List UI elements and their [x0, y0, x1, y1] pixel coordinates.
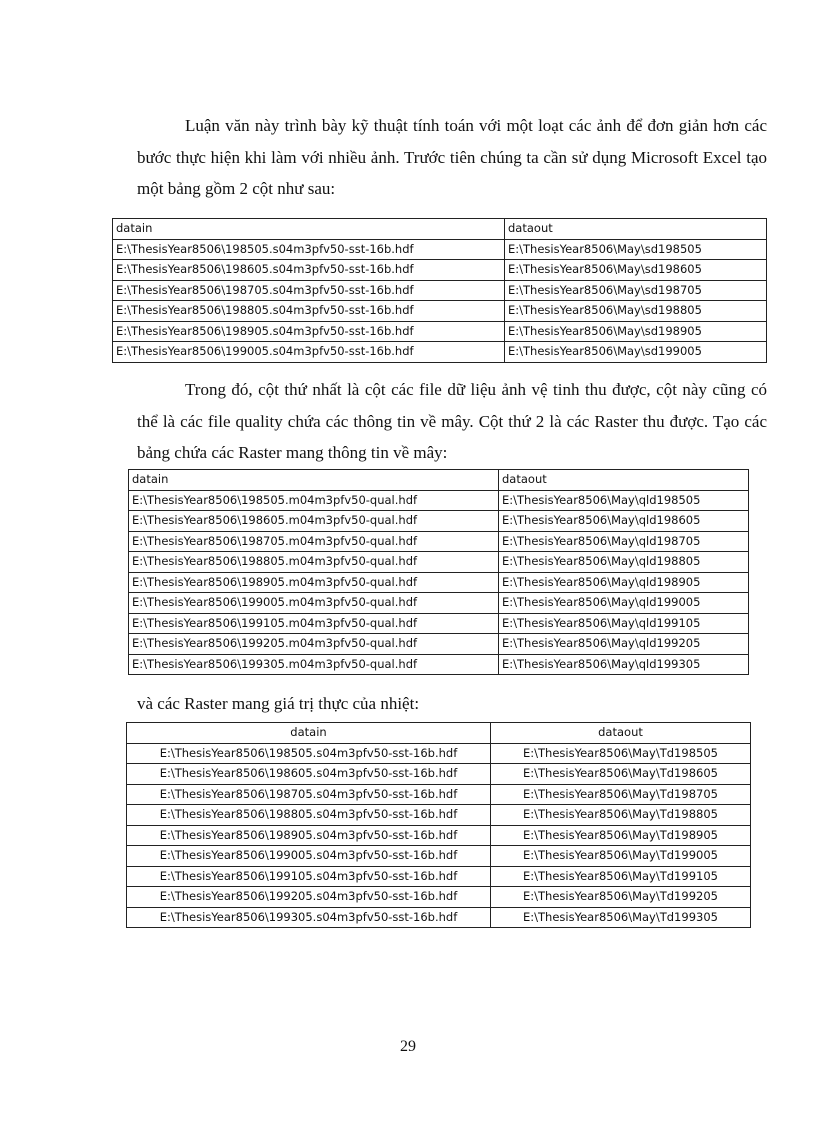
table-body: [129, 490, 749, 675]
dataout-cell: E:\ThesisYear8506\May\qld199205: [499, 634, 749, 655]
table-header-row: [129, 470, 749, 491]
table-row: [127, 846, 751, 867]
table-row: [127, 743, 751, 764]
datain-cell: E:\ThesisYear8506\198505.s04m3pfv50-sst-16b.hdf: [113, 239, 505, 260]
column-header-datain: datain: [129, 470, 499, 491]
dataout-cell: E:\ThesisYear8506\May\qld198805: [499, 552, 749, 573]
datain-cell: E:\ThesisYear8506\199005.m04m3pfv50-qual.hdf: [129, 593, 499, 614]
dataout-cell: E:\ThesisYear8506\May\Td199105: [491, 866, 751, 887]
dataout-cell: E:\ThesisYear8506\May\qld199105: [499, 613, 749, 634]
table-row: [129, 531, 749, 552]
table-row: [127, 784, 751, 805]
dataout-cell: E:\ThesisYear8506\May\Td198505: [491, 743, 751, 764]
datain-cell: E:\ThesisYear8506\198705.s04m3pfv50-sst-16b.hdf: [113, 280, 505, 301]
dataout-cell: E:\ThesisYear8506\May\qld198505: [499, 490, 749, 511]
datain-cell: E:\ThesisYear8506\198605.m04m3pfv50-qual.hdf: [129, 511, 499, 532]
column-header-dataout: dataout: [505, 219, 767, 240]
datain-cell: E:\ThesisYear8506\199005.s04m3pfv50-sst-16b.hdf: [127, 846, 491, 867]
datain-cell: E:\ThesisYear8506\198605.s04m3pfv50-sst-16b.hdf: [127, 764, 491, 785]
column-header-datain: datain: [127, 723, 491, 744]
dataout-cell: E:\ThesisYear8506\May\Td198905: [491, 825, 751, 846]
datain-cell: E:\ThesisYear8506\199105.m04m3pfv50-qual.hdf: [129, 613, 499, 634]
datain-cell: E:\ThesisYear8506\198605.s04m3pfv50-sst-16b.hdf: [113, 260, 505, 281]
table-row: [129, 593, 749, 614]
table-row: [127, 907, 751, 928]
datain-cell: E:\ThesisYear8506\198505.s04m3pfv50-sst-16b.hdf: [127, 743, 491, 764]
table-row: [127, 887, 751, 908]
dataout-cell: E:\ThesisYear8506\May\Td199205: [491, 887, 751, 908]
dataout-cell: E:\ThesisYear8506\May\qld198705: [499, 531, 749, 552]
table-row: [129, 613, 749, 634]
datain-cell: E:\ThesisYear8506\198805.m04m3pfv50-qual.hdf: [129, 552, 499, 573]
dataout-cell: E:\ThesisYear8506\May\qld198605: [499, 511, 749, 532]
table-row: [113, 342, 767, 363]
dataout-cell: E:\ThesisYear8506\May\Td199305: [491, 907, 751, 928]
page-number: 29: [400, 1038, 416, 1055]
table-row: [113, 239, 767, 260]
dataout-cell: E:\ThesisYear8506\May\Td198605: [491, 764, 751, 785]
table-row: [127, 866, 751, 887]
datain-cell: E:\ThesisYear8506\199205.m04m3pfv50-qual.hdf: [129, 634, 499, 655]
datain-cell: E:\ThesisYear8506\199205.s04m3pfv50-sst-16b.hdf: [127, 887, 491, 908]
table-body: [127, 743, 751, 928]
dataout-cell: E:\ThesisYear8506\May\qld199005: [499, 593, 749, 614]
dataout-cell: E:\ThesisYear8506\May\sd198605: [505, 260, 767, 281]
datain-cell: E:\ThesisYear8506\198705.m04m3pfv50-qual.hdf: [129, 531, 499, 552]
table-row: [129, 552, 749, 573]
dataout-cell: E:\ThesisYear8506\May\Td198805: [491, 805, 751, 826]
explanation-paragraph-text: Trong đó, cột thứ nhất là cột các file dữ liệu ảnh vệ tinh thu được, cột này cũng có thể là các file quality chứa các thông tin về mây. Cột thứ 2 là các Raster thu được. Tạo các bảng chứa các Raster mang thông tin về mây:: [137, 380, 767, 462]
table-row: [127, 764, 751, 785]
datain-cell: E:\ThesisYear8506\199305.m04m3pfv50-qual.hdf: [129, 654, 499, 675]
column-header-dataout: dataout: [491, 723, 751, 744]
temperature-paragraph: [137, 688, 767, 720]
datain-cell: E:\ThesisYear8506\198905.s04m3pfv50-sst-16b.hdf: [127, 825, 491, 846]
temperature-raster-table: [126, 722, 751, 928]
table-row: [113, 280, 767, 301]
table-row: [127, 805, 751, 826]
dataout-cell: E:\ThesisYear8506\May\sd198705: [505, 280, 767, 301]
intro-paragraph-text: Luận văn này trình bày kỹ thuật tính toán với một loạt các ảnh để đơn giản hơn các bước thực hiện khi làm với nhiều ảnh. Trước tiên chúng ta cần sử dụng Microsoft Excel tạo một bảng gồm 2 cột như sau:: [137, 116, 767, 198]
datain-cell: E:\ThesisYear8506\198905.m04m3pfv50-qual.hdf: [129, 572, 499, 593]
table-row: [113, 301, 767, 322]
hdf-sst-table: [112, 218, 767, 363]
table-row: [129, 572, 749, 593]
table-row: [129, 511, 749, 532]
datain-cell: E:\ThesisYear8506\198705.s04m3pfv50-sst-16b.hdf: [127, 784, 491, 805]
cloud-quality-table: [128, 469, 749, 675]
table-row: [113, 321, 767, 342]
datain-cell: E:\ThesisYear8506\198505.m04m3pfv50-qual.hdf: [129, 490, 499, 511]
intro-paragraph: [137, 110, 767, 205]
column-header-datain: datain: [113, 219, 505, 240]
dataout-cell: E:\ThesisYear8506\May\Td199005: [491, 846, 751, 867]
datain-cell: E:\ThesisYear8506\198805.s04m3pfv50-sst-16b.hdf: [127, 805, 491, 826]
dataout-cell: E:\ThesisYear8506\May\sd199005: [505, 342, 767, 363]
datain-cell: E:\ThesisYear8506\199105.s04m3pfv50-sst-16b.hdf: [127, 866, 491, 887]
column-header-dataout: dataout: [499, 470, 749, 491]
explanation-paragraph: [137, 374, 767, 469]
dataout-cell: E:\ThesisYear8506\May\Td198705: [491, 784, 751, 805]
temperature-paragraph-text: và các Raster mang giá trị thực của nhiệt:: [137, 694, 420, 713]
datain-cell: E:\ThesisYear8506\199305.s04m3pfv50-sst-16b.hdf: [127, 907, 491, 928]
dataout-cell: E:\ThesisYear8506\May\qld198905: [499, 572, 749, 593]
dataout-cell: E:\ThesisYear8506\May\sd198505: [505, 239, 767, 260]
datain-cell: E:\ThesisYear8506\198905.s04m3pfv50-sst-16b.hdf: [113, 321, 505, 342]
dataout-cell: E:\ThesisYear8506\May\sd198805: [505, 301, 767, 322]
table-body: [113, 239, 767, 362]
table-header-row: [127, 723, 751, 744]
table-header-row: [113, 219, 767, 240]
table-row: [129, 490, 749, 511]
table-row: [129, 654, 749, 675]
table-row: [129, 634, 749, 655]
datain-cell: E:\ThesisYear8506\198805.s04m3pfv50-sst-16b.hdf: [113, 301, 505, 322]
dataout-cell: E:\ThesisYear8506\May\qld199305: [499, 654, 749, 675]
datain-cell: E:\ThesisYear8506\199005.s04m3pfv50-sst-16b.hdf: [113, 342, 505, 363]
table-row: [113, 260, 767, 281]
dataout-cell: E:\ThesisYear8506\May\sd198905: [505, 321, 767, 342]
table-row: [127, 825, 751, 846]
